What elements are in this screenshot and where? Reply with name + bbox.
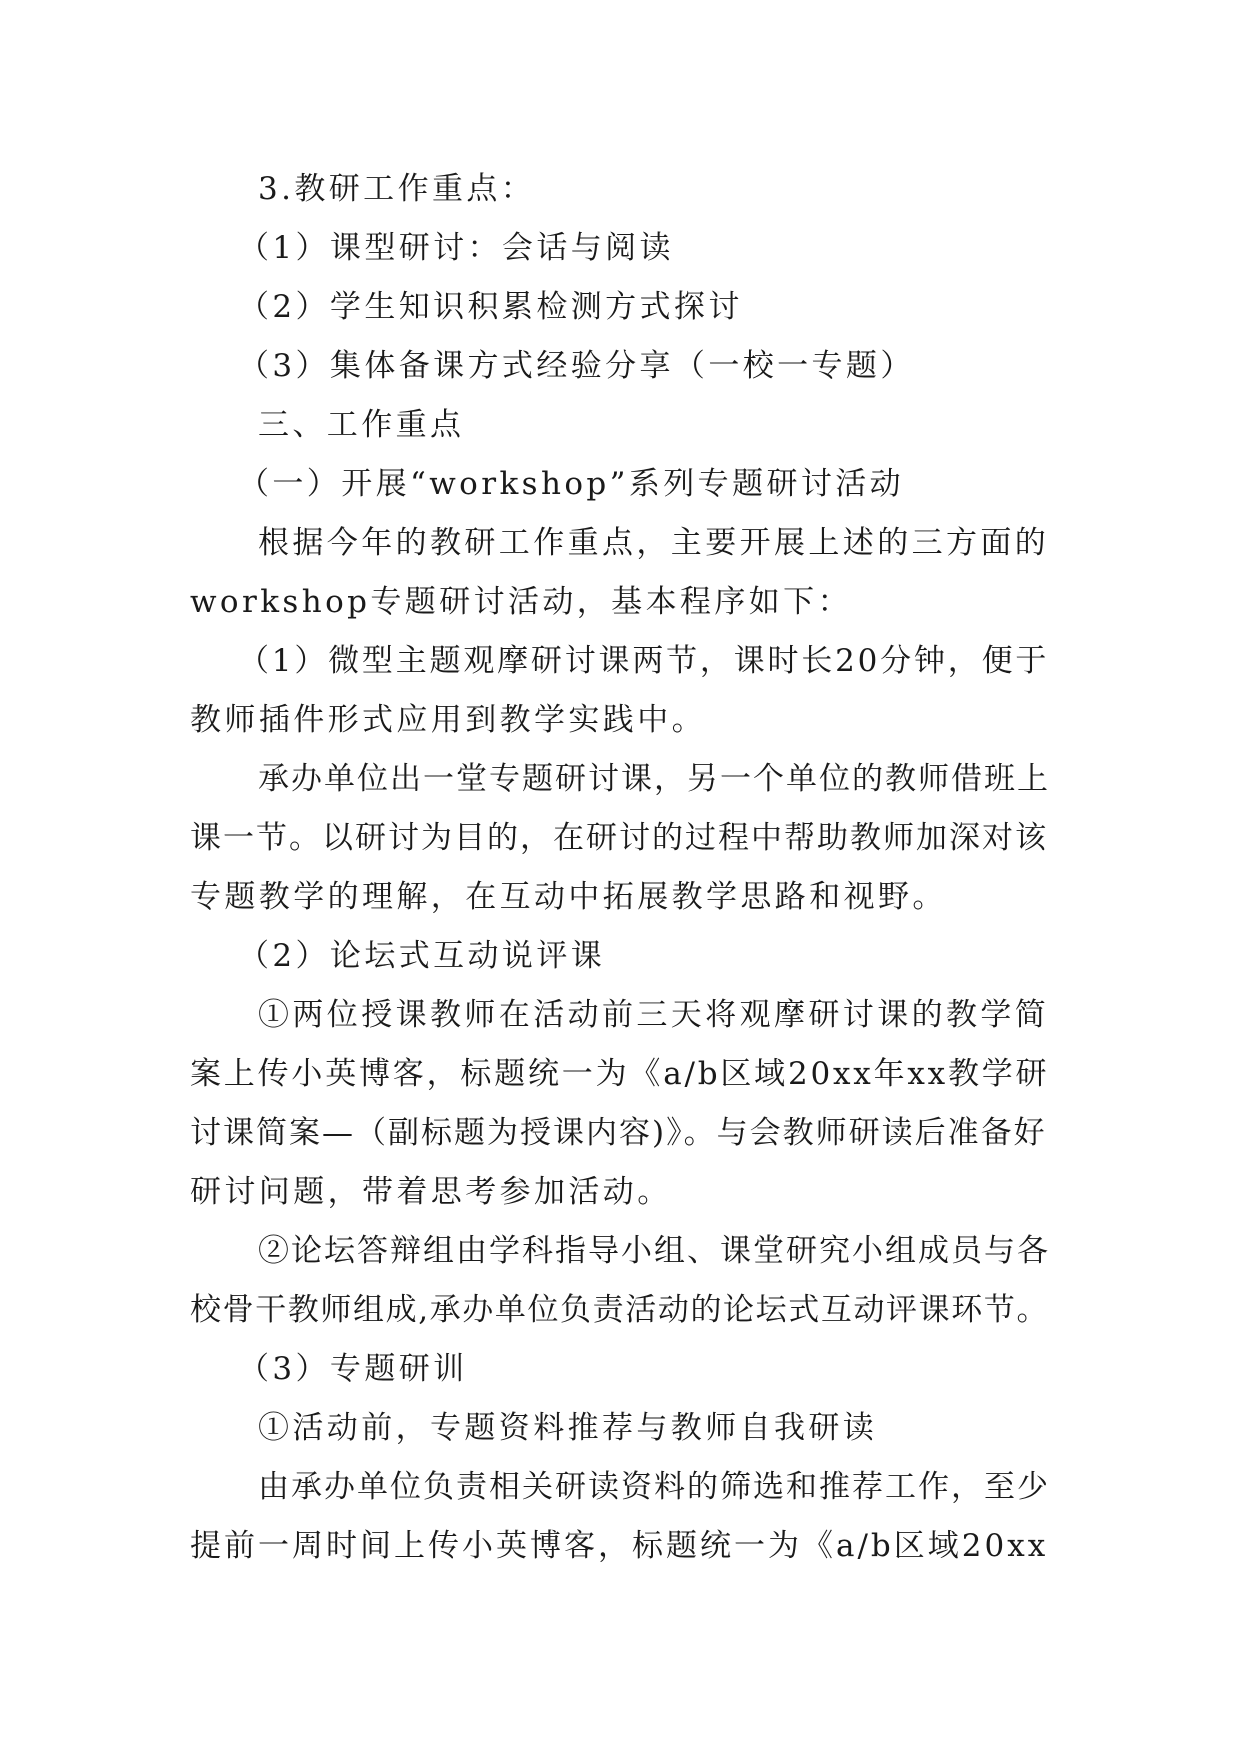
paragraph-line: 由承办单位负责相关研读资料的筛选和推荐工作，至少 xyxy=(258,1469,1050,1505)
paragraph-line: 讨课简案—（副标题为授课内容)》。与会教师研读后准备好 xyxy=(190,1115,1047,1151)
paragraph-line: 教师插件形式应用到教学实践中。 xyxy=(190,702,706,738)
list-item: （1）课型研讨：会话与阅读 xyxy=(238,230,674,266)
paragraph-line: ①活动前，专题资料推荐与教师自我研读 xyxy=(258,1410,878,1446)
paragraph-line: 案上传小英博客，标题统一为《a/b区域20xx年xx教学研 xyxy=(190,1056,1050,1092)
paragraph-line: ①两位授课教师在活动前三天将观摩研讨课的教学简 xyxy=(258,997,1050,1033)
paragraph-line: 研讨问题，带着思考参加活动。 xyxy=(190,1174,672,1210)
paragraph-line: workshop专题研讨活动，基本程序如下： xyxy=(190,584,852,620)
paragraph-line: 提前一周时间上传小英博客，标题统一为《a/b区域20xx xyxy=(190,1528,1049,1564)
list-item: （2）论坛式互动说评课 xyxy=(238,938,606,974)
paragraph-line: 校骨干教师组成,承办单位负责活动的论坛式互动评课环节。 xyxy=(190,1292,1050,1328)
list-item: （1）微型主题观摩研讨课两节，课时长20分钟，便于 xyxy=(238,643,1050,679)
list-item: （3）专题研训 xyxy=(238,1351,468,1387)
paragraph-line: ②论坛答辩组由学科指导小组、课堂研究小组成员与各 xyxy=(258,1233,1050,1269)
paragraph-line: 专题教学的理解，在互动中拓展教学思路和视野。 xyxy=(190,879,947,915)
paragraph-line: 根据今年的教研工作重点，主要开展上述的三方面的 xyxy=(258,525,1050,561)
section-heading: 三、工作重点 xyxy=(258,407,465,443)
paragraph-line: 课一节。以研讨为目的，在研讨的过程中帮助教师加深对该 xyxy=(190,820,1048,856)
paragraph-line: 承办单位出一堂专题研讨课，另一个单位的教师借班上 xyxy=(258,761,1050,797)
list-item: （2）学生知识积累检测方式探讨 xyxy=(238,289,743,325)
list-item: （3）集体备课方式经验分享（一校一专题） xyxy=(238,348,915,384)
document-body xyxy=(190,160,1050,1576)
section-heading: 3.教研工作重点： xyxy=(258,171,536,207)
subsection-heading: （一）开展“workshop”系列专题研讨活动 xyxy=(238,466,905,502)
